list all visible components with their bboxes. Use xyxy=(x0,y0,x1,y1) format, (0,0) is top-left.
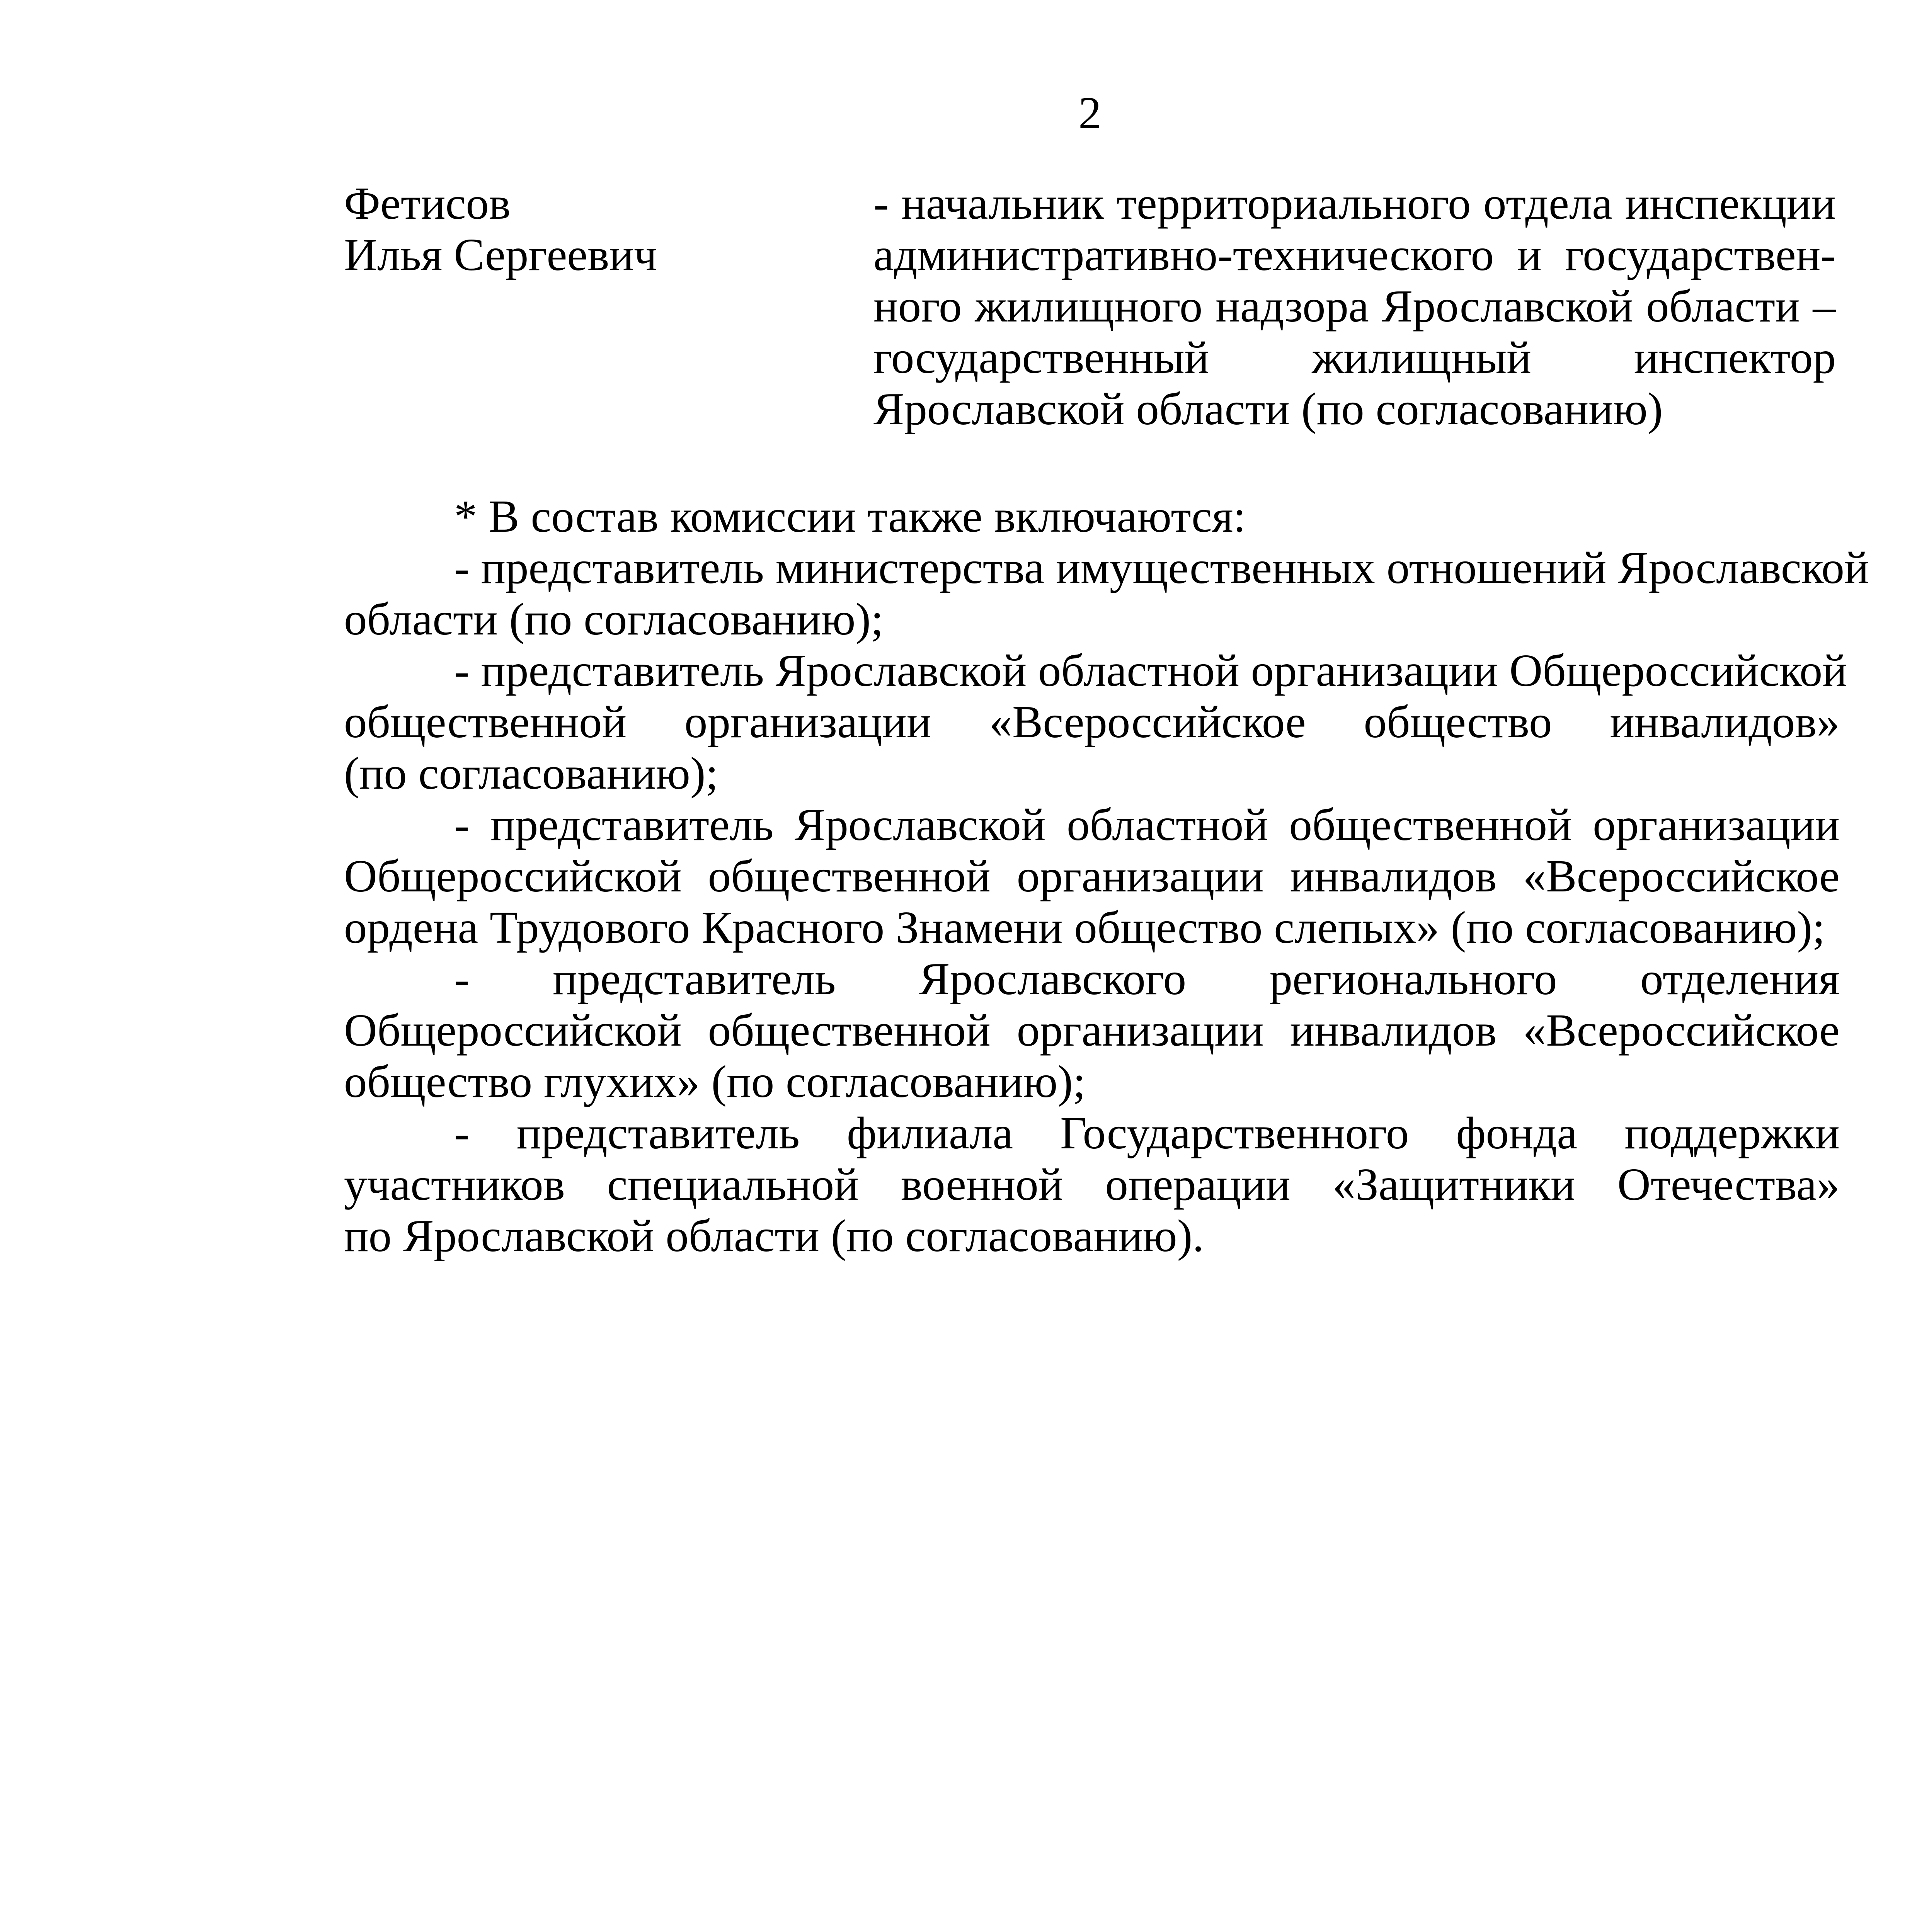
note-item-line: ордена Трудового Красного Знамени общество слепых» (по согласованию); xyxy=(344,902,1825,953)
note-item-line: области (по согласованию); xyxy=(344,594,884,645)
note-item-line: Общероссийской общественной организации инвалидов «Всероссийское xyxy=(344,1005,1840,1056)
note-item-line: - представитель министерства имущественных отношений Ярославской xyxy=(454,542,1869,593)
member-given-names: Илья Сергеевич xyxy=(344,229,657,280)
note-item-line: - представитель Ярославской областной организации Общероссийской xyxy=(454,645,1847,696)
note-item-line: по Ярославской области (по согласованию). xyxy=(344,1210,1204,1261)
note-item-line: - представитель Ярославской областной общественной организации xyxy=(454,799,1840,850)
member-position-line: административно-технического и государствен- xyxy=(873,229,1836,280)
note-item-line: - представитель Ярославского регионального отделения xyxy=(454,953,1840,1004)
note-item-line: общество глухих» (по согласованию); xyxy=(344,1056,1086,1107)
member-position-line: ного жилищного надзора Ярославской области – xyxy=(873,281,1836,332)
page-number: 2 xyxy=(1078,87,1102,138)
member-position-line: государственный жилищный инспектор xyxy=(873,332,1836,383)
note-item-line: - представитель филиала Государственного фонда поддержки xyxy=(454,1107,1840,1158)
note-item-line: Общероссийской общественной организации инвалидов «Всероссийское xyxy=(344,850,1840,901)
member-position xyxy=(873,178,1836,435)
note-heading: * В состав комиссии также включаются: xyxy=(454,491,1246,542)
member-surname: Фетисов xyxy=(344,178,511,229)
note-item-line: (по согласованию); xyxy=(344,748,718,799)
member-name xyxy=(344,178,846,281)
note-item-line: общественной организации «Всероссийское общество инвалидов» xyxy=(344,696,1840,747)
note-item-line: участников специальной военной операции «Защитники Отечества» xyxy=(344,1159,1840,1210)
member-position-line: - начальник территориального отдела инспекции xyxy=(873,178,1836,229)
member-position-line: Ярославской области (по согласованию) xyxy=(873,383,1663,434)
commission-note xyxy=(344,491,1869,1262)
